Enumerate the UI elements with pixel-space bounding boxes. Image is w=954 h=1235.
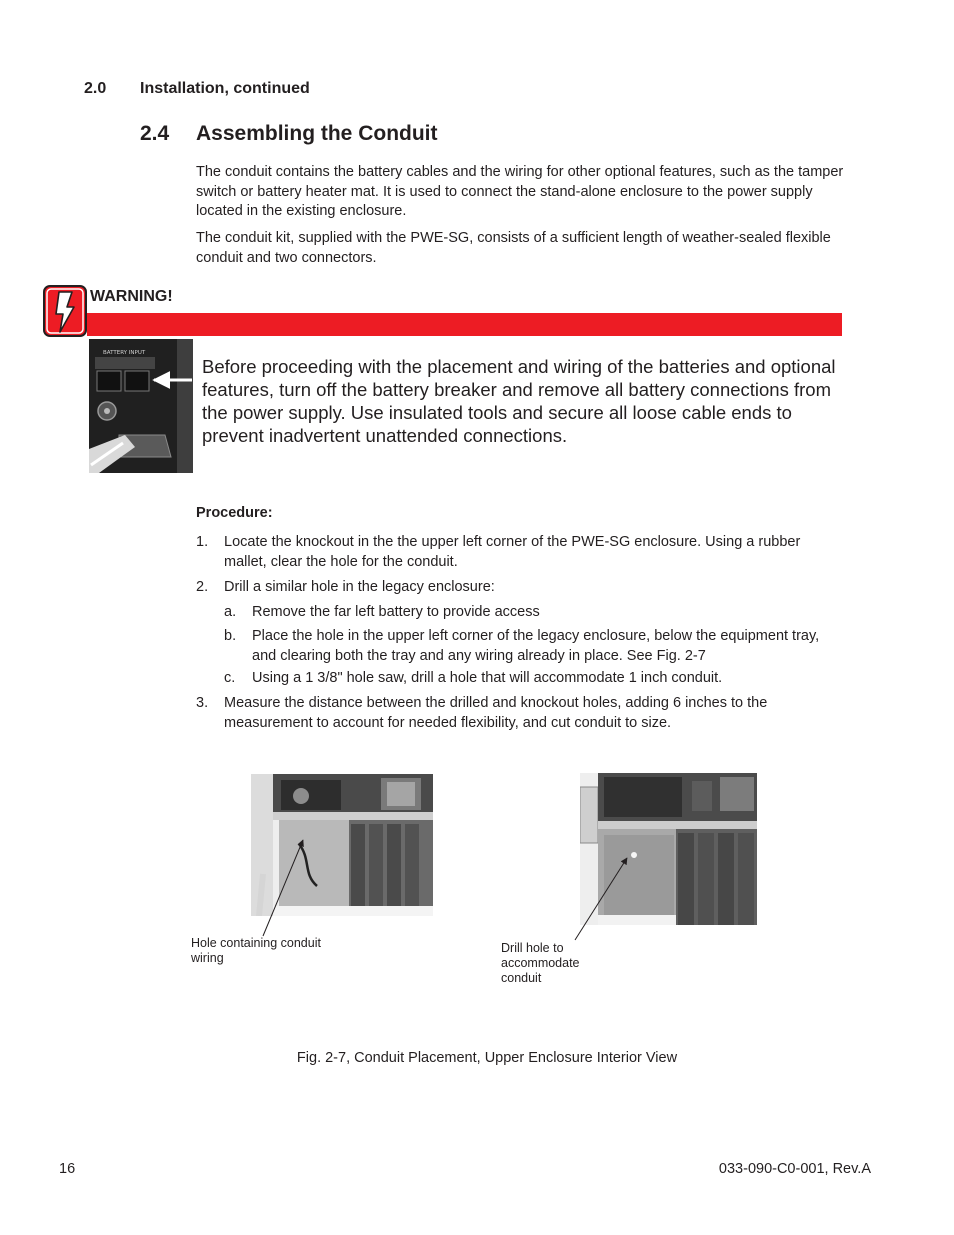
enclosure-photo-right bbox=[580, 773, 757, 925]
procedure-step bbox=[196, 533, 846, 572]
section-number: 2.0 bbox=[84, 80, 107, 97]
callout-right-line: conduit bbox=[501, 971, 542, 985]
step-marker: 2. bbox=[196, 579, 209, 595]
page-number: 16 bbox=[59, 1161, 76, 1177]
procedure-substep bbox=[224, 669, 844, 689]
warning-bar bbox=[87, 313, 842, 336]
step-marker: 1. bbox=[196, 534, 209, 550]
substep-text: Place the hole in the upper left corner of the legacy enclosure, below the equipment tray, and clearing both the tray and any wiring already in place. See Fig. 2-7 bbox=[252, 628, 820, 664]
procedure-substep bbox=[224, 603, 844, 623]
figure-caption: Fig. 2-7, Conduit Placement, Upper Enclosure Interior View bbox=[296, 1050, 678, 1066]
battery-input-photo bbox=[89, 339, 193, 473]
substep-marker: b. bbox=[224, 628, 237, 644]
section-header bbox=[84, 80, 310, 98]
document-number: 033-090-C0-001, Rev.A bbox=[718, 1161, 871, 1177]
step-text: Locate the knockout in the the upper left corner of the PWE-SG enclosure. Using a rubber mallet, clear the hole for the conduit. bbox=[224, 534, 801, 570]
section-header-title: Installation, continued bbox=[140, 80, 310, 97]
procedure-step bbox=[196, 578, 846, 598]
substep-text: Using a 1 3/8" hole saw, drill a hole that will accommodate 1 inch conduit. bbox=[252, 670, 723, 686]
procedure-step bbox=[196, 694, 846, 733]
substep-marker: a. bbox=[224, 604, 237, 620]
intro-paragraph-2: The conduit kit, supplied with the PWE-SG, consists of a sufficient length of weather-sealed flexible conduit and two connectors. bbox=[196, 230, 831, 266]
subsection-title: Assembling the Conduit bbox=[196, 122, 438, 145]
substep-text: Remove the far left battery to provide access bbox=[252, 604, 540, 620]
procedure-substep bbox=[224, 627, 844, 666]
page-title bbox=[140, 122, 438, 146]
step-text: Drill a similar hole in the legacy enclosure: bbox=[224, 579, 495, 595]
warning-label: WARNING! bbox=[90, 288, 173, 305]
callout-left: Hole containing conduit wiring bbox=[191, 936, 321, 965]
photo-label: BATTERY INPUT bbox=[103, 350, 146, 356]
enclosure-photo-left bbox=[251, 774, 433, 916]
warning-text: Before proceeding with the placement and wiring of the batteries and optional features, turn off the battery breaker and remove all battery connections from the power supply. Use insulated tools and secure all loose cable ends to prevent inadvertent unattended connections. bbox=[202, 356, 836, 446]
callout-right-line: Drill hole to bbox=[501, 941, 564, 955]
intro-paragraph-1: The conduit contains the battery cables and the wiring for other optional features, such as the tamper switch or battery heater mat. It is used to connect the stand-alone enclosure to the power supply located in the existing enclosure. bbox=[196, 164, 844, 219]
substep-marker: c. bbox=[224, 670, 236, 686]
step-marker: 3. bbox=[196, 695, 209, 711]
callout-right-line: accommodate bbox=[501, 956, 580, 970]
subsection-number: 2.4 bbox=[140, 122, 170, 145]
warning-lightning-icon bbox=[43, 285, 87, 337]
step-text: Measure the distance between the drilled and knockout holes, adding 6 inches to the measurement to account for needed flexibility, and cut conduit to size. bbox=[224, 695, 768, 731]
procedure-heading: Procedure: bbox=[196, 505, 273, 521]
callout-right bbox=[501, 941, 611, 986]
